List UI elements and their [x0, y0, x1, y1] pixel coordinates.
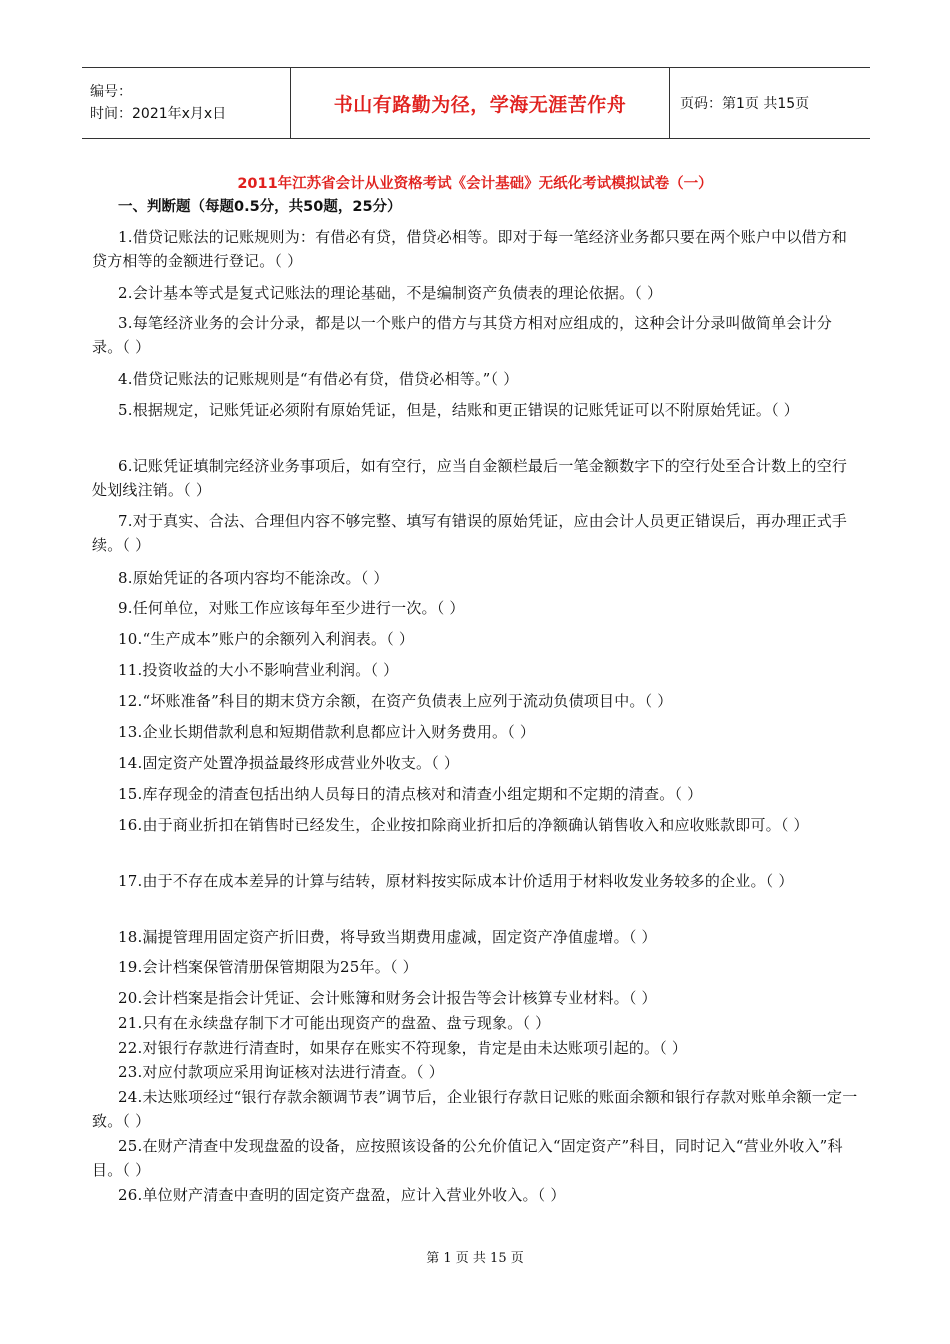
question-10: 10.“生产成本”账户的余额列入利润表。（ ） — [118, 630, 415, 648]
question-19: 19.会计档案保管清册保管期限为25年。（ ） — [118, 958, 418, 976]
section-title: 一、判断题（每题0.5分，共50题，25分） — [118, 199, 402, 215]
question-26: 26.单位财产清查中查明的固定资产盘盈，应计入营业外收入。（ ） — [118, 1186, 566, 1204]
question-25: 25.在财产清查中发现盘盈的设备，应按照该设备的公允价值记入“固定资产”科目，同时记入“营业外收入”科目。（ ） — [92, 1137, 843, 1179]
header-left-cell — [82, 68, 290, 138]
question-4: 4.借贷记账法的记账规则是“有借必有贷，借贷必相等。”（ ） — [118, 370, 519, 388]
header-motto-cell — [290, 68, 670, 138]
header-page-cell — [670, 68, 870, 138]
question-5: 5.根据规定，记账凭证必须附有原始凭证，但是，结账和更正错误的记账凭证可以不附原始凭证。（ ） — [118, 401, 799, 419]
number-label: 编号： — [90, 84, 132, 100]
question-6: 6.记账凭证填制完经济业务事项后，如有空行，应当自金额栏最后一笔金额数字下的空行处至合计数上的空行处划线注销。（ ） — [92, 457, 848, 499]
question-1: 1.借贷记账法的记账规则为：有借必有贷，借贷必相等。即对于每一笔经济业务都只要在两个账户中以借方和贷方相等的金额进行登记。（ ） — [92, 228, 848, 270]
question-20: 20.会计档案是指会计凭证、会计账簿和财务会计报告等会计核算专业材料。（ ） — [118, 989, 657, 1007]
header-table — [82, 67, 870, 139]
page-info: 页码：第1页 共15页 — [680, 96, 810, 112]
question-21: 21.只有在永续盘存制下才可能出现资产的盘盈、盘亏现象。（ ） — [118, 1014, 551, 1032]
page-footer: 第 1 页 共 15 页 — [426, 1251, 524, 1266]
question-15: 15.库存现金的清查包括出纳人员每日的清点核对和清查小组定期和不定期的清查。（ ） — [118, 785, 703, 803]
question-11: 11.投资收益的大小不影响营业利润。（ ） — [118, 661, 399, 679]
question-16: 16.由于商业折扣在销售时已经发生，企业按扣除商业折扣后的净额确认销售收入和应收账款即可。（ ） — [118, 816, 809, 834]
question-23: 23.对应付款项应采用询证核对法进行清查。（ ） — [118, 1063, 444, 1081]
question-17: 17.由于不存在成本差异的计算与结转，原材料按实际成本计价适用于材料收发业务较多的企业。（ ） — [118, 872, 794, 890]
date-label: 时间：2021年x月x日 — [90, 106, 227, 122]
question-14: 14.固定资产处置净损益最终形成营业外收支。（ ） — [118, 754, 460, 772]
question-2: 2.会计基本等式是复式记账法的理论基础，不是编制资产负债表的理论依据。（ ） — [118, 284, 663, 302]
question-3: 3.每笔经济业务的会计分录，都是以一个账户的借方与其贷方相对应组成的，这种会计分录叫做简单会计分录。（ ） — [92, 314, 832, 356]
question-8: 8.原始凭证的各项内容均不能涂改。（ ） — [118, 569, 389, 587]
question-24: 24.未达账项经过“银行存款余额调节表”调节后，企业银行存款日记账的账面余额和银行存款对账单余额一定一致。（ ） — [92, 1088, 858, 1130]
question-7: 7.对于真实、合法、合理但内容不够完整、填写有错误的原始凭证，应由会计人员更正错误后，再办理正式手续。（ ） — [92, 512, 848, 554]
question-18: 18.漏提管理用固定资产折旧费，将导致当期费用虚减，固定资产净值虚增。（ ） — [118, 928, 657, 946]
question-13: 13.企业长期借款利息和短期借款利息都应计入财务费用。（ ） — [118, 723, 536, 741]
motto: 书山有路勤为径，学海无涯苦作舟 — [333, 93, 627, 116]
document-title: 2011年江苏省会计从业资格考试《会计基础》无纸化考试模拟试卷（一） — [237, 176, 713, 192]
question-9: 9.任何单位，对账工作应该每年至少进行一次。（ ） — [118, 599, 465, 617]
question-12: 12.“坏账准备”科目的期末贷方余额，在资产负债表上应列于流动负债项目中。（ ） — [118, 692, 673, 710]
question-22: 22.对银行存款进行清查时，如果存在账实不符现象，肯定是由未达账项引起的。（ ） — [118, 1039, 688, 1057]
